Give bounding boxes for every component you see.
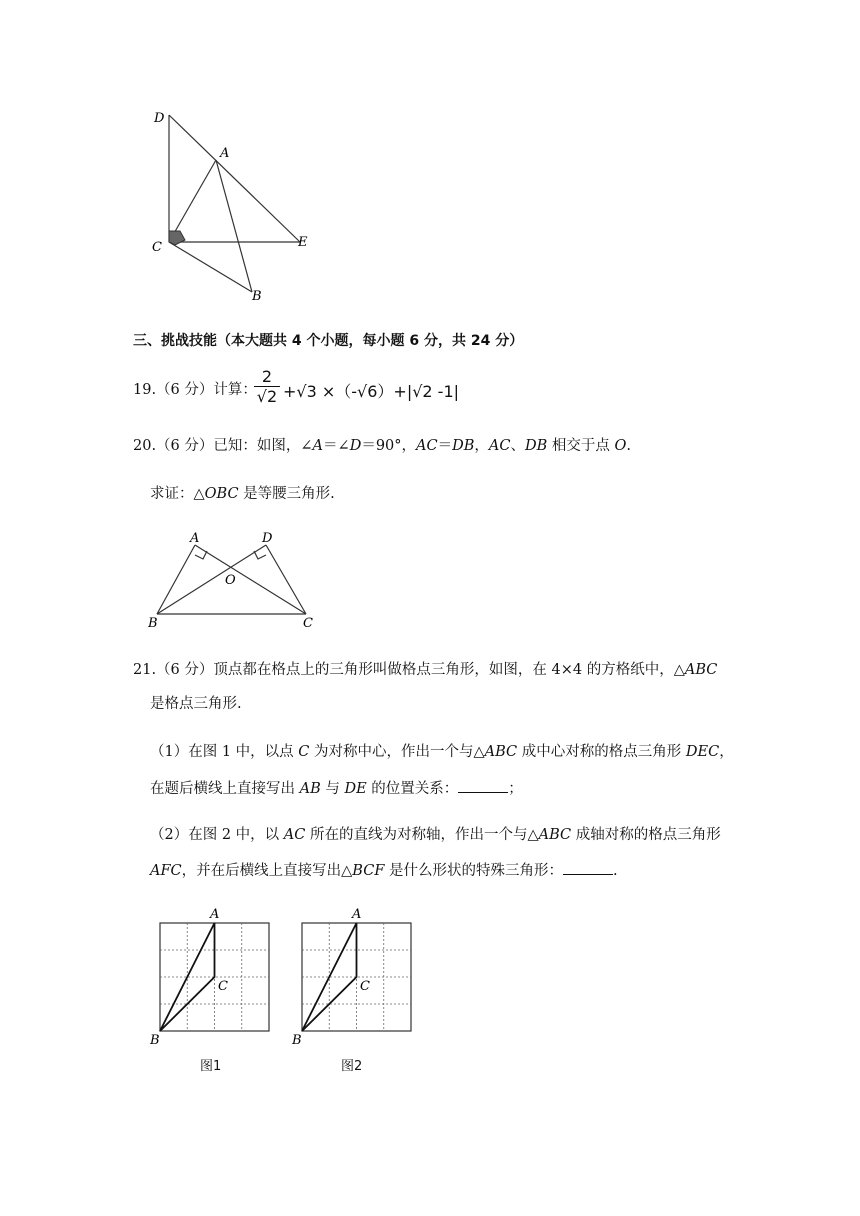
q21-line2: 是格点三角形. bbox=[150, 696, 242, 712]
q21-part1-line2 bbox=[150, 778, 523, 799]
q20-t2: ＝∠ bbox=[323, 438, 350, 454]
q20-AC: AC bbox=[416, 438, 438, 454]
q19-den-radicand: 2 bbox=[267, 387, 278, 406]
q21-part2-line2 bbox=[150, 860, 618, 881]
q21-p2-l2-t2: 是什么形状的特殊三角形： bbox=[384, 863, 563, 879]
q21-p2-t3: 成轴对称的格点三角形 bbox=[571, 827, 721, 843]
q20-O: O bbox=[614, 438, 627, 454]
q20-OBC: OBC bbox=[204, 486, 239, 502]
q21-p2-l2-t3: . bbox=[613, 863, 618, 879]
q21-p1-l2-t4: ； bbox=[508, 781, 523, 797]
label-E: E bbox=[298, 235, 308, 250]
grid1-label-B: B bbox=[150, 1033, 160, 1048]
figure-q20 bbox=[140, 528, 330, 632]
q21-p1-t3: 成中心对称的格点三角形 bbox=[517, 744, 686, 760]
grid1-label-A: A bbox=[210, 907, 220, 922]
q19-numerator: 2 bbox=[254, 368, 280, 387]
q20-t1: 20.（6 分）已知：如图，∠ bbox=[133, 438, 313, 454]
q20-A: A bbox=[312, 438, 324, 454]
q21-p1-l2-t2: 与 bbox=[320, 781, 345, 797]
q20-t3: ＝90°， bbox=[361, 438, 417, 454]
q20-p1: 求证：△ bbox=[150, 486, 205, 502]
label-B: B bbox=[252, 289, 262, 304]
q21-p2-AFC: AFC bbox=[150, 863, 182, 879]
grid2-label-C: C bbox=[360, 979, 370, 994]
q19-expression: +√3 ×（-√6）+|√2 -1| bbox=[283, 382, 460, 401]
q21-p2-ABC: ABC bbox=[538, 827, 572, 843]
label-D: D bbox=[154, 111, 165, 126]
q20-label-A: A bbox=[190, 531, 200, 546]
q20-label-C: C bbox=[303, 616, 313, 631]
grid2-label-B: B bbox=[292, 1033, 302, 1048]
caption-fig2: 图2 bbox=[341, 1059, 363, 1074]
grid-figure-1 bbox=[148, 902, 278, 1052]
q21-p1-ABC: ABC bbox=[484, 744, 518, 760]
q20-prove bbox=[150, 484, 335, 504]
q21-p1-t2: 为对称中心，作出一个与△ bbox=[309, 744, 485, 760]
q21-p1-DEC: DEC bbox=[685, 744, 720, 760]
grid1-label-C: C bbox=[218, 979, 228, 994]
grid-figure-2 bbox=[290, 902, 420, 1052]
label-A: A bbox=[220, 146, 230, 161]
q20-label-D: D bbox=[262, 531, 273, 546]
q20-t7: 相交于点 bbox=[547, 438, 615, 454]
label-C: C bbox=[152, 240, 162, 255]
q20-p2: 是等腰三角形. bbox=[238, 486, 335, 502]
q21-part2-line1 bbox=[150, 825, 721, 845]
q20-t6: 、 bbox=[510, 438, 525, 454]
q20-DB: DB bbox=[452, 438, 475, 454]
q19-fraction bbox=[254, 368, 280, 407]
q20-AC2: AC bbox=[488, 438, 511, 454]
figure-dace bbox=[140, 105, 340, 310]
q21-p2-t2: 所在的直线为对称轴，作出一个与△ bbox=[305, 827, 539, 843]
q20-DB2: DB bbox=[524, 438, 548, 454]
caption-fig1: 图1 bbox=[200, 1059, 222, 1074]
q21-p1-l2-t3: 的位置关系： bbox=[366, 781, 459, 797]
q21-t1: 21.（6 分）顶点都在格点上的三角形叫做格点三角形，如图，在 4×4 的方格纸中，△ bbox=[133, 662, 685, 678]
q21-ABC: ABC bbox=[684, 662, 718, 678]
q20-t4: ＝ bbox=[437, 438, 453, 454]
answer-blank-1[interactable] bbox=[458, 778, 508, 793]
q21-p1-t1: （1）在图 1 中，以点 bbox=[150, 744, 299, 760]
q21-p1-t4: ， bbox=[719, 744, 734, 760]
q20-label-O: O bbox=[225, 573, 236, 588]
q20-t8: . bbox=[626, 438, 631, 454]
q19-denominator: √2 bbox=[256, 387, 278, 406]
q21-p1-DE: DE bbox=[344, 781, 367, 797]
q20-statement bbox=[133, 436, 631, 456]
q20-D: D bbox=[349, 438, 362, 454]
q21-p2-t1: （2）在图 2 中，以 bbox=[150, 827, 284, 843]
q20-label-B: B bbox=[148, 616, 158, 631]
q21-p1-AB: AB bbox=[299, 781, 321, 797]
q21-p2-AC: AC bbox=[283, 827, 306, 843]
q21-part1-line1 bbox=[150, 742, 734, 762]
q21-p1-l2-t1: 在题后横线上直接写出 bbox=[150, 781, 300, 797]
q20-t5: ， bbox=[474, 438, 489, 454]
q21-p2-l2-t1: ，并在后横线上直接写出△ bbox=[181, 863, 353, 879]
q19-prefix: 19.（6 分）计算： bbox=[133, 382, 257, 398]
answer-blank-2[interactable] bbox=[563, 860, 613, 875]
section-title: 三、挑战技能（本大题共 4 个小题，每小题 6 分，共 24 分） bbox=[133, 333, 524, 349]
q21-p2-BCF: BCF bbox=[352, 863, 385, 879]
q21-line1 bbox=[133, 660, 717, 680]
q21-p1-C: C bbox=[298, 744, 310, 760]
grid2-label-A: A bbox=[352, 907, 362, 922]
